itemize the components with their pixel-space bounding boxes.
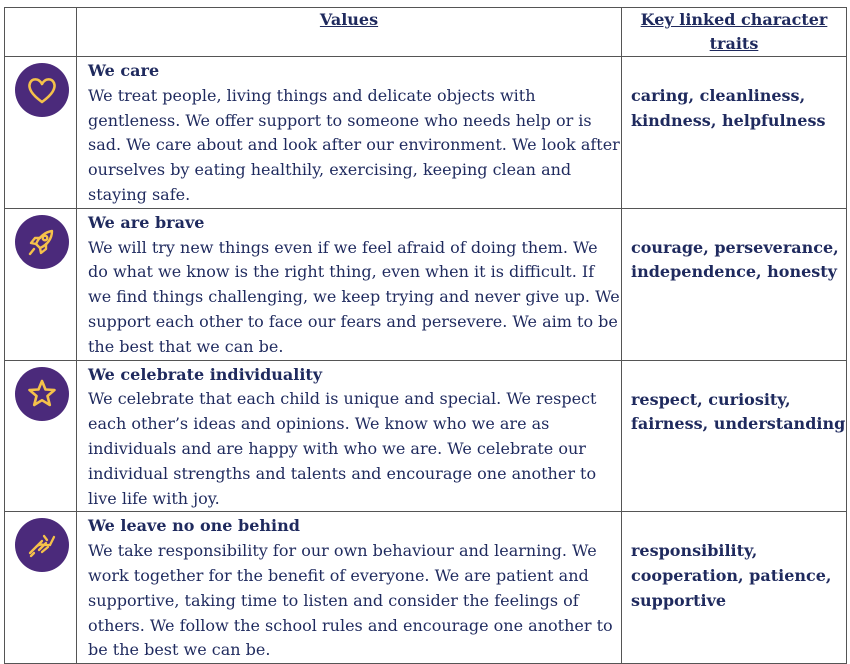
traits-cell: caring, cleanliness, kindness, helpfulness (622, 57, 847, 209)
header-traits: Key linked character traits (622, 8, 847, 57)
heart-icon (15, 63, 69, 117)
value-title: We leave no one behind (88, 516, 300, 536)
value-title: We care (88, 61, 160, 80)
header-icon-column (5, 8, 77, 57)
values-table (4, 7, 847, 664)
value-description: We take responsibility for our own behaviour and learning. We work together for the benefit of everyone. We are patient and supportive, taking time to listen and consider the feelings of others. We follow the school rules and encourage one another to be the best we can be. (88, 541, 613, 660)
star-icon (15, 367, 69, 421)
value-description: We treat people, living things and delicate objects with gentleness. We offer support to someone who needs help or is sad. We care about and look after our environment. We look after ourselves by eating healthily, exercising, keeping clean and staying safe. (88, 85, 620, 204)
traits-cell: responsibility, cooperation, patience, supportive (622, 512, 847, 664)
value-description: We celebrate that each child is unique and special. We respect each other’s ideas and opinions. We know who we are as individuals and are happy with who we are. We celebrate our individual strengths and talents and encourage one another to live life with joy. (88, 389, 597, 508)
icon-cell (5, 360, 77, 512)
value-description: We will try new things even if we feel afraid of doing them. We do what we know is the right thing, even when it is difficult. If we find things challenging, we keep trying and never give up. We support each other to face our fears and persevere. We aim to be the best that we can be. (88, 237, 620, 356)
value-text-cell (77, 208, 622, 360)
value-text-cell (77, 57, 622, 209)
rocket-icon (15, 215, 69, 269)
value-row-no-one-behind (5, 512, 847, 664)
value-text-cell (77, 512, 622, 664)
value-row-individuality (5, 360, 847, 512)
traits-cell: respect, curiosity, fairness, understanding (622, 360, 847, 512)
value-title: We are brave (88, 212, 205, 232)
icon-cell (5, 208, 77, 360)
icon-cell (5, 512, 77, 664)
value-row-care (5, 57, 847, 209)
helping-hand-icon (15, 518, 69, 572)
header-values: Values (77, 8, 622, 57)
header-row (5, 8, 847, 57)
icon-cell (5, 57, 77, 209)
traits-cell: courage, perseverance, independence, honesty (622, 208, 847, 360)
value-row-brave (5, 208, 847, 360)
value-text-cell (77, 360, 622, 512)
value-title: We celebrate individuality (88, 364, 323, 384)
